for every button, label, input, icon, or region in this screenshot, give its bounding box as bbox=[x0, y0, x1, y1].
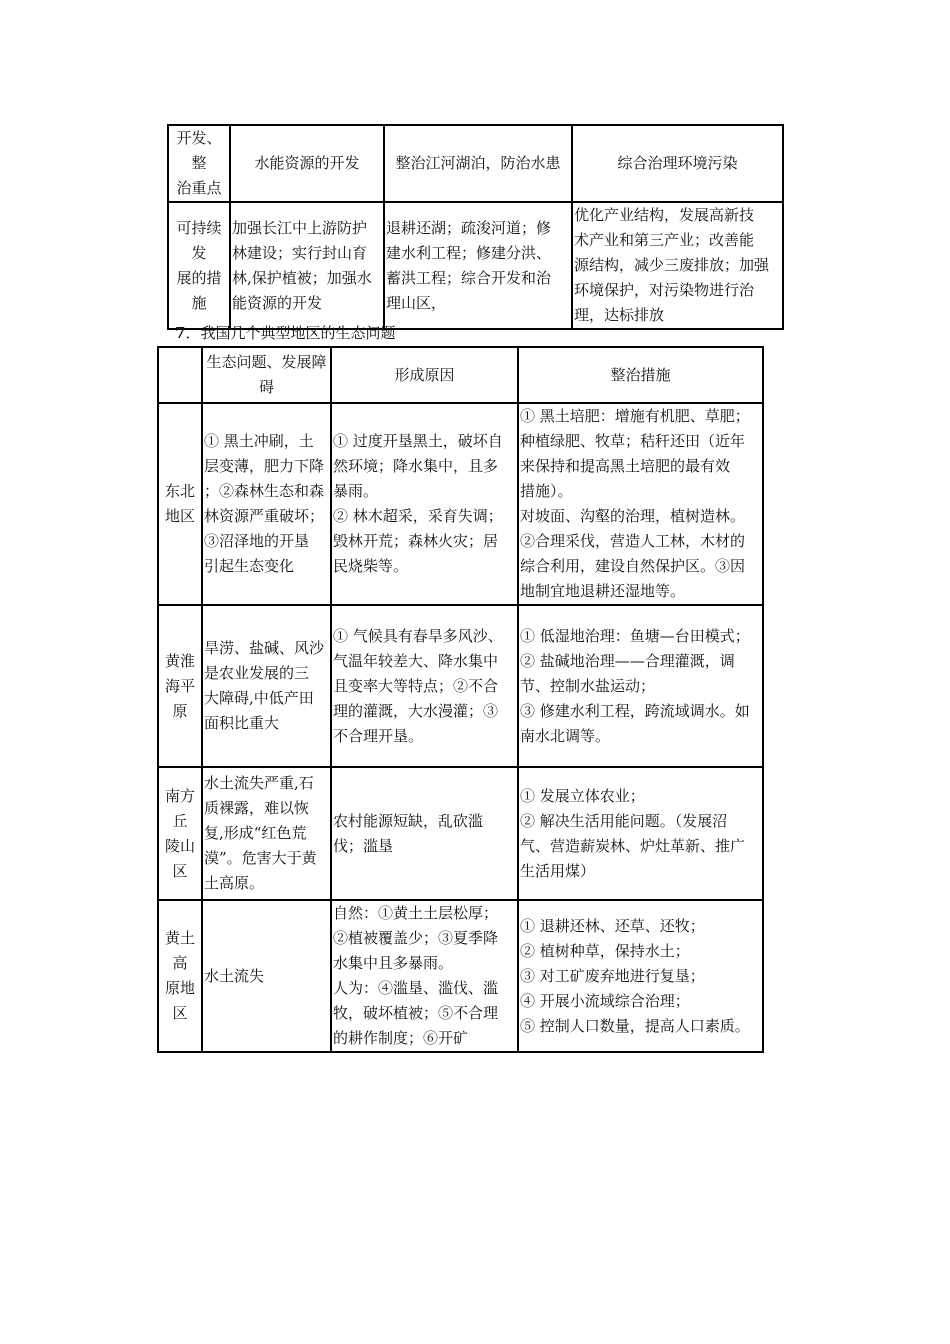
cause-text: 自然：①黄土土层松厚； ②植被覆盖少；③夏季降 水集中且多暴雨。 人为：④滥垦、滥伐、滥 牧，破坏植被；⑤不合理 的耕作制度；⑥开矿 bbox=[333, 904, 499, 1047]
measures-cell bbox=[518, 605, 763, 767]
problem-text: 旱涝、盐碱、风沙 是农业发展的三 大障碍,中低产田 面积比重大 bbox=[204, 639, 325, 732]
development-measures-table bbox=[167, 124, 784, 330]
table1-pollution-measures: 优化产业结构，发展高新技 术产业和第三产业；改善能 源结构，减少三废排放；加强 环境保护，对污染物进行治 理，达标排放 bbox=[574, 206, 770, 324]
region-name: 东北 地区 bbox=[164, 482, 195, 525]
region-name: 南方 丘 陵山 区 bbox=[164, 786, 195, 880]
table1-header-cell bbox=[168, 125, 230, 202]
cause-text: ① 过度开垦黑土，破坏自 然环境；降水集中，且多 暴雨。 ② 林木超采，采育失调； 毁林开荒；森林火灾；居 民烧柴等。 bbox=[333, 432, 503, 575]
table2-header-problem: 生态问题、发展障 碍 bbox=[206, 353, 327, 396]
table1-header-hydropower: 水能资源的开发 bbox=[254, 154, 360, 172]
measures-text: ① 发展立体农业； ② 解决生活用能问题。（发展沼 气、营造薪炭林、炉灶革新、推广 生活用煤） bbox=[520, 786, 746, 880]
table2-header-cell bbox=[202, 347, 331, 403]
cause-cell bbox=[331, 900, 518, 1052]
measures-text: ① 黑土培肥：增施有机肥、草肥； 种植绿肥、牧草；秸秆还田（近年 来保持和提高黑土培肥的最有效 措施）。 对坡面、沟壑的治理，植树造林。 ②合理采伐，营造人工林，木材的 综合利用，建设自然保护区。③因 地制宜地退耕还湿地等。 bbox=[520, 407, 750, 600]
measures-text: ① 低湿地治理：鱼塘—台田模式； ② 盐碱地治理——合理灌溉，调 节、控制水盐运动； ③ 修建水利工程，跨流域调水。如 南水北调等。 bbox=[520, 626, 750, 745]
region-cell bbox=[158, 605, 202, 767]
problem-text: 水土流失严重,石 质裸露，难以恢 复,形成“红色荒 漠”。危害大于黄 土高原。 bbox=[204, 774, 317, 892]
region-cell bbox=[158, 767, 202, 900]
problem-text: 水土流失 bbox=[204, 966, 265, 985]
table1-hydropower-measures: 加强长江中上游防护 林建设；实行封山育 林,保护植被；加强水 能资源的开发 bbox=[232, 218, 372, 312]
problem-cell bbox=[202, 605, 331, 767]
table2-header-cell bbox=[518, 347, 763, 403]
table2-header-cause: 形成原因 bbox=[394, 365, 455, 384]
table-row bbox=[158, 403, 763, 605]
table1-header-cell bbox=[230, 125, 384, 202]
problem-text: ① 黑土冲刷，土 层变薄，肥力下降 ；②森林生态和森 林资源严重破坏； ③沼泽地的开垦 引起生态变化 bbox=[204, 432, 325, 575]
table1-header-focus-label: 开发、整 治重点 bbox=[176, 129, 222, 197]
region-name: 黄淮 海平 原 bbox=[164, 651, 195, 720]
ecological-problems-table bbox=[157, 346, 764, 1053]
table-row bbox=[158, 900, 763, 1052]
table1-river-measures: 退耕还湖；疏浚河道；修 建水利工程；修建分洪、 蓄洪工程；综合开发和治 理山区， bbox=[386, 218, 552, 312]
measures-cell bbox=[518, 403, 763, 605]
cause-cell bbox=[331, 403, 518, 605]
measures-cell bbox=[518, 900, 763, 1052]
table1-header-row bbox=[168, 125, 783, 202]
table1-cell bbox=[572, 202, 783, 329]
problem-cell bbox=[202, 900, 331, 1052]
table-row bbox=[158, 767, 763, 900]
section-heading bbox=[175, 322, 395, 344]
cause-cell bbox=[331, 767, 518, 900]
table2-header-measures: 整治措施 bbox=[610, 365, 671, 384]
region-cell bbox=[158, 900, 202, 1052]
measures-text: ① 退耕还林、还草、还牧； ② 植树种草，保持水土； ③ 对工矿废弃地进行复垦； ④ 开展小流域综合治理； ⑤ 控制人口数量，提高人口素质。 bbox=[520, 916, 750, 1035]
table1-header-pollution: 综合治理环境污染 bbox=[617, 154, 738, 172]
cause-cell bbox=[331, 605, 518, 767]
section-number: 7 bbox=[175, 324, 186, 342]
table2-header-row bbox=[158, 347, 763, 403]
problem-cell bbox=[202, 403, 331, 605]
table1-row-label: 可持续 发 展的措 施 bbox=[176, 218, 222, 312]
table1-cell bbox=[230, 202, 384, 329]
measures-cell bbox=[518, 767, 763, 900]
region-name: 黄土 高 原地 区 bbox=[164, 929, 195, 1022]
problem-cell bbox=[202, 767, 331, 900]
table-row bbox=[158, 605, 763, 767]
table1-header-rivers: 整治江河湖泊，防治水患 bbox=[395, 154, 561, 172]
table2-header-cell bbox=[331, 347, 518, 403]
region-cell bbox=[158, 403, 202, 605]
section-title: ．我国几个典型地区的生态问题 bbox=[185, 324, 396, 342]
table1-cell bbox=[384, 202, 572, 329]
cause-text: 农村能源短缺，乱砍滥 伐；滥垦 bbox=[333, 811, 484, 855]
table1-header-cell bbox=[384, 125, 572, 202]
cause-text: ① 气候具有春旱多风沙、 气温年较差大、降水集中 且变率大等特点；②不合 理的灌溉，大水漫灌；③ 不合理开垦。 bbox=[333, 626, 503, 745]
table1-cell bbox=[168, 202, 230, 329]
table1-row bbox=[168, 202, 783, 329]
table1-header-cell bbox=[572, 125, 783, 202]
table2-header-cell bbox=[158, 347, 202, 403]
